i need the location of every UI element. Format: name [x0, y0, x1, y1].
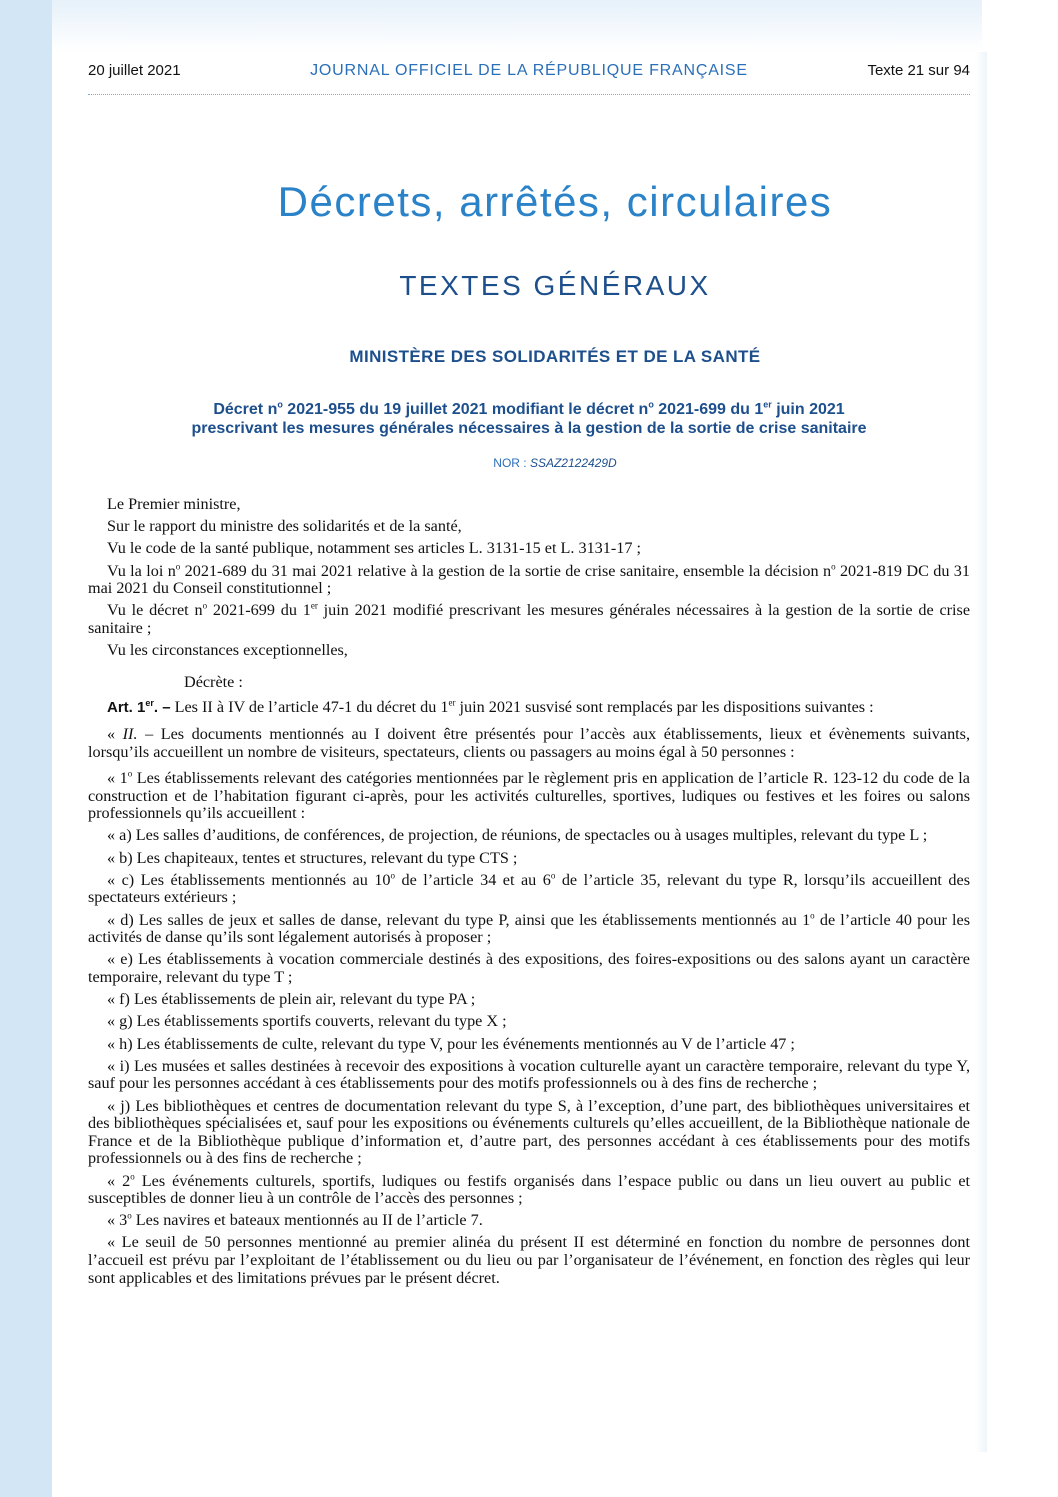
- page-header: [88, 62, 970, 84]
- article-label: Art. 1er. –: [107, 698, 171, 717]
- provision-item: « a) Les salles d’auditions, de conférences, de projection, de réunions, de spectacles ou à usages multiples, relevant du type L ;: [107, 826, 928, 845]
- nor-code: SSAZ2122429D: [529, 456, 617, 470]
- provision-ii: « II. – Les documents mentionnés au I doivent être présentés pour l’accès aux établissements, lieux et évènements suivants, lorsqu’ils accueillent un nombre de visiteurs, spectateurs, clients ou passagers au moins égal à 50 personnes :: [88, 724, 971, 761]
- provision-item: « e) Les établissements à vocation commerciale destinés à des expositions, des foires-expositions ou des salons ayant un caractère temporaire, relevant du type T ;: [88, 950, 970, 986]
- preamble-paragraph: Vu les circonstances exceptionnelles,: [107, 641, 348, 660]
- decree-title-line-2: prescrivant les mesures générales nécessaires à la gestion de la sortie de crise sanitaire: [191, 420, 867, 437]
- article-1: Art. 1er. – Les II à IV de l’article 47-1 du décret du 1er juin 2021 susvisé sont remplacés par les dispositions suivantes :: [107, 697, 874, 717]
- document-body: [88, 496, 970, 1292]
- provision-item: « h) Les établissements de culte, relevant du type V, pour les événements mentionnés au V de l’article 47 ;: [107, 1034, 795, 1053]
- top-margin-shade: [52, 0, 982, 52]
- provision-item: « j) Les bibliothèques et centres de documentation relevant du type S, à l’exception, d’une part, des bibliothèques universitaires et des bibliothèques spécialisées et, sauf pour les expositions ou événements culturels qu’elles accueillent, de la Bibliothèque nationale de France et de la Bibliothèque publique d’information et, d’autre part, des personnes accédant à ces établissements pour des motifs professionnels ou à des fins de recherche ;: [88, 1096, 970, 1168]
- decree-title: [88, 400, 970, 438]
- right-margin-shade: [975, 52, 987, 1452]
- provision-item: « 1$^o$ Les établissements relevant des catégories mentionnées par le règlement pris en application de l’article R. 123-12 du code de la construction et de l’habitation figurant ci-après, pour les activités culturelles, sportives, ludiques ou festives et les foires ou salons professionnels qu’ils accueillent :: [88, 768, 970, 823]
- header-date: 20 juillet 2021: [88, 62, 181, 79]
- decree-title-line-1: Décret $n^o$ 2021-955 du 19 juillet 2021 modifiant le décret $n^o$ 2021-699 du 1er juin 2021: [213, 399, 845, 418]
- provision-item: « 3$^o$ Les navires et bateaux mentionnés au II de l’article 7.: [107, 1210, 483, 1230]
- header-divider: [88, 94, 970, 95]
- provision-item: « Le seuil de 50 personnes mentionné au premier alinéa du présent II est déterminé en fonction du nombre de personnes dont l’accueil est prévu par l’exploitant de l’établissement ou du lieu ou par l’organisateur de l’événement, en fonction des règles qui leur sont applicables et des limitations prévues par le présent décret.: [88, 1233, 970, 1287]
- ministry-name: MINISTÈRE DES SOLIDARITÉS ET DE LA SANTÉ: [349, 347, 761, 366]
- provision-item: « d) Les salles de jeux et salles de danse, relevant du type P, ainsi que les établissements mentionnés au 1$^o$ de l’article 40 pour les activités de danse qu’ils sont légalement autorisés à proposer ;: [88, 910, 970, 947]
- provision-item: « 2$^o$ Les événements culturels, sportifs, ludiques ou festifs organisés dans l’espace public ou dans un lieu ouvert au public et susceptibles de donner lieu à un contrôle de l’accès des personnes ;: [88, 1171, 971, 1208]
- header-page-number: Texte 21 sur 94: [867, 62, 970, 79]
- sub-title: TEXTES GÉNÉRAUX: [399, 270, 711, 301]
- provision-item: « c) Les établissements mentionnés au 10$^o$ de l’article 34 et au 6$^o$ de l’article 35, relevant du type R, lorsqu’ils accueillent des spectateurs extérieurs ;: [88, 870, 970, 907]
- nor-reference: [52, 456, 1058, 470]
- preamble-paragraph: Sur le rapport du ministre des solidarités et de la santé,: [107, 517, 462, 536]
- preamble-paragraph: Vu la loi $n^o$ 2021-689 du 31 mai 2021 relative à la gestion de la sortie de crise sanitaire, ensemble la décision $n^o$ 2021-819 DC du 31 mai 2021 du Conseil constitutionnel ;: [88, 561, 970, 598]
- decrete-line: Décrète :: [184, 672, 243, 691]
- header-journal-title: JOURNAL OFFICIEL DE LA RÉPUBLIQUE FRANÇAISE: [310, 62, 748, 79]
- nor-label: NOR :: [493, 456, 530, 470]
- provision-item: « b) Les chapiteaux, tentes et structures, relevant du type CTS ;: [107, 848, 518, 867]
- preamble-paragraph: Vu le code de la santé publique, notamment ses articles L. 3131-15 et L. 3131-17 ;: [107, 539, 641, 558]
- preamble-paragraph: Le Premier ministre,: [107, 495, 241, 513]
- left-margin-band: [0, 0, 52, 1497]
- provision-item: « f) Les établissements de plein air, relevant du type PA ;: [107, 990, 476, 1009]
- section-title: Décrets, arrêtés, circulaires: [277, 178, 833, 225]
- preamble-paragraph: Vu le décret $n^o$ 2021-699 du 1er juin 2021 modifié prescrivant les mesures générales nécessaires à la gestion de la sortie de crise sanitaire ;: [88, 600, 971, 637]
- provision-item: « g) Les établissements sportifs couverts, relevant du type X ;: [107, 1012, 507, 1031]
- provision-item: « i) Les musées et salles destinées à recevoir des expositions à vocation culturelle ayant un caractère temporaire, relevant du type Y, sauf pour les personnes accédant à ces établissements pour des motifs professionnels ou à des fins de recherche ;: [88, 1056, 970, 1093]
